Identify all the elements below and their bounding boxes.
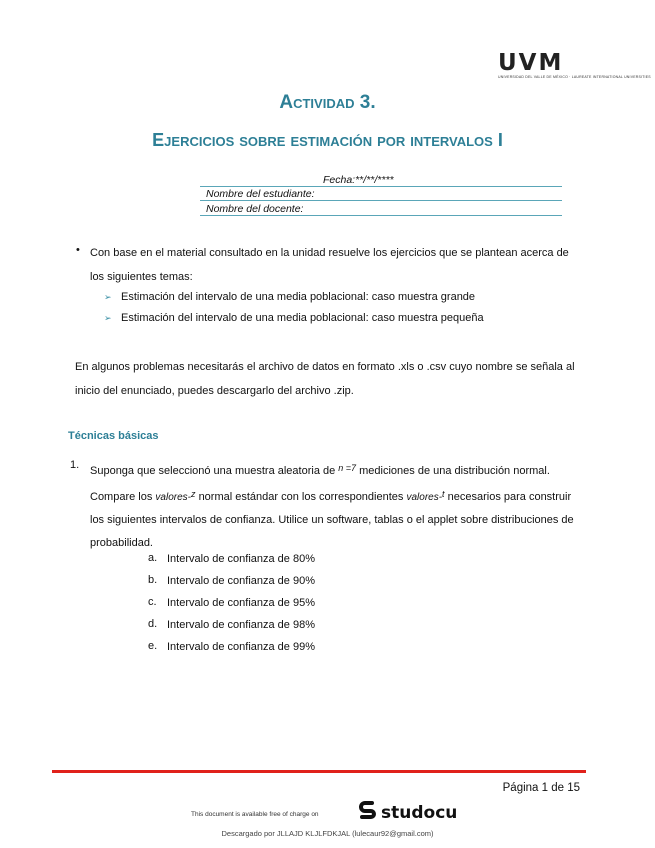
question-number: 1. (70, 459, 80, 471)
list-item: Intervalo de confianza de 80% (167, 553, 315, 565)
item-letter: a. (148, 552, 158, 564)
topic-item: Estimación del intervalo de una media poblacional: caso muestra grande (121, 291, 476, 303)
item-letter: c. (148, 596, 157, 608)
question-part: mediciones de una distribución normal. Compare los (90, 465, 550, 503)
teacher-name-field: Nombre del docente: (200, 202, 562, 216)
item-letter: e. (148, 640, 158, 652)
student-name-field: Nombre del estudiante: (200, 187, 562, 201)
item-letter: b. (148, 574, 158, 586)
question-part: normal estándar con los correspondientes (198, 491, 404, 503)
date-field: Fecha:**/**/**** (200, 173, 562, 187)
bullet-icon: • (76, 244, 80, 256)
list-item: Intervalo de confianza de 99% (167, 641, 315, 653)
arrow-bullet-icon: ➢ (104, 292, 112, 302)
t-label: valores- (406, 492, 443, 503)
section-title: Técnicas básicas (68, 430, 159, 442)
math-n: n =7 (338, 463, 357, 473)
download-credit: Descargado por JLLAJD KLJLFDKJAL (lulecaur92@gmail.com) (221, 829, 434, 838)
uvm-logo (498, 50, 651, 79)
arrow-bullet-icon: ➢ (104, 313, 112, 323)
availability-note: This document is available free of charge on (191, 811, 319, 818)
footer-rule (52, 770, 586, 773)
z-label: valores- (155, 492, 191, 503)
studocu-logo[interactable] (358, 800, 457, 825)
question-part: Suponga que seleccionó una muestra aleatoria de (90, 465, 336, 477)
item-letter: d. (148, 618, 158, 630)
list-item: Intervalo de confianza de 95% (167, 597, 315, 609)
instructions-paragraph: En algunos problemas necesitarás el archivo de datos en formato .xls o .csv cuyo nombre se señala al inicio del enunciado, puedes descargarlo del archivo .zip. (75, 361, 575, 397)
activity-subtitle: Ejercicios sobre estimación por intervalos I (152, 130, 503, 150)
intro-bullet-text: Con base en el material consultado en la unidad resuelve los ejercicios que se plantean acerca de los siguientes temas: (90, 247, 569, 283)
logo-tagline: UNIVERSIDAD DEL VALLE DE MÉXICO · LAUREATE INTERNATIONAL UNIVERSITIES (498, 75, 651, 79)
studocu-wordmark: studocu (381, 802, 458, 823)
studocu-icon (358, 800, 378, 825)
logo-text: UVM (498, 50, 564, 76)
activity-title: Actividad 3. (279, 92, 376, 113)
page-number: Página 1 de 15 (502, 782, 580, 794)
question-text (90, 457, 580, 555)
math-z: z (191, 489, 196, 499)
topic-item: Estimación del intervalo de una media poblacional: caso muestra pequeña (121, 312, 484, 324)
list-item: Intervalo de confianza de 90% (167, 575, 315, 587)
math-t: t (442, 489, 445, 499)
question-part: necesarios para construir los siguientes intervalos de confianza. Utilice un software, tablas o el applet sobre distribuciones de probabilidad. (90, 491, 574, 549)
list-item: Intervalo de confianza de 98% (167, 619, 315, 631)
